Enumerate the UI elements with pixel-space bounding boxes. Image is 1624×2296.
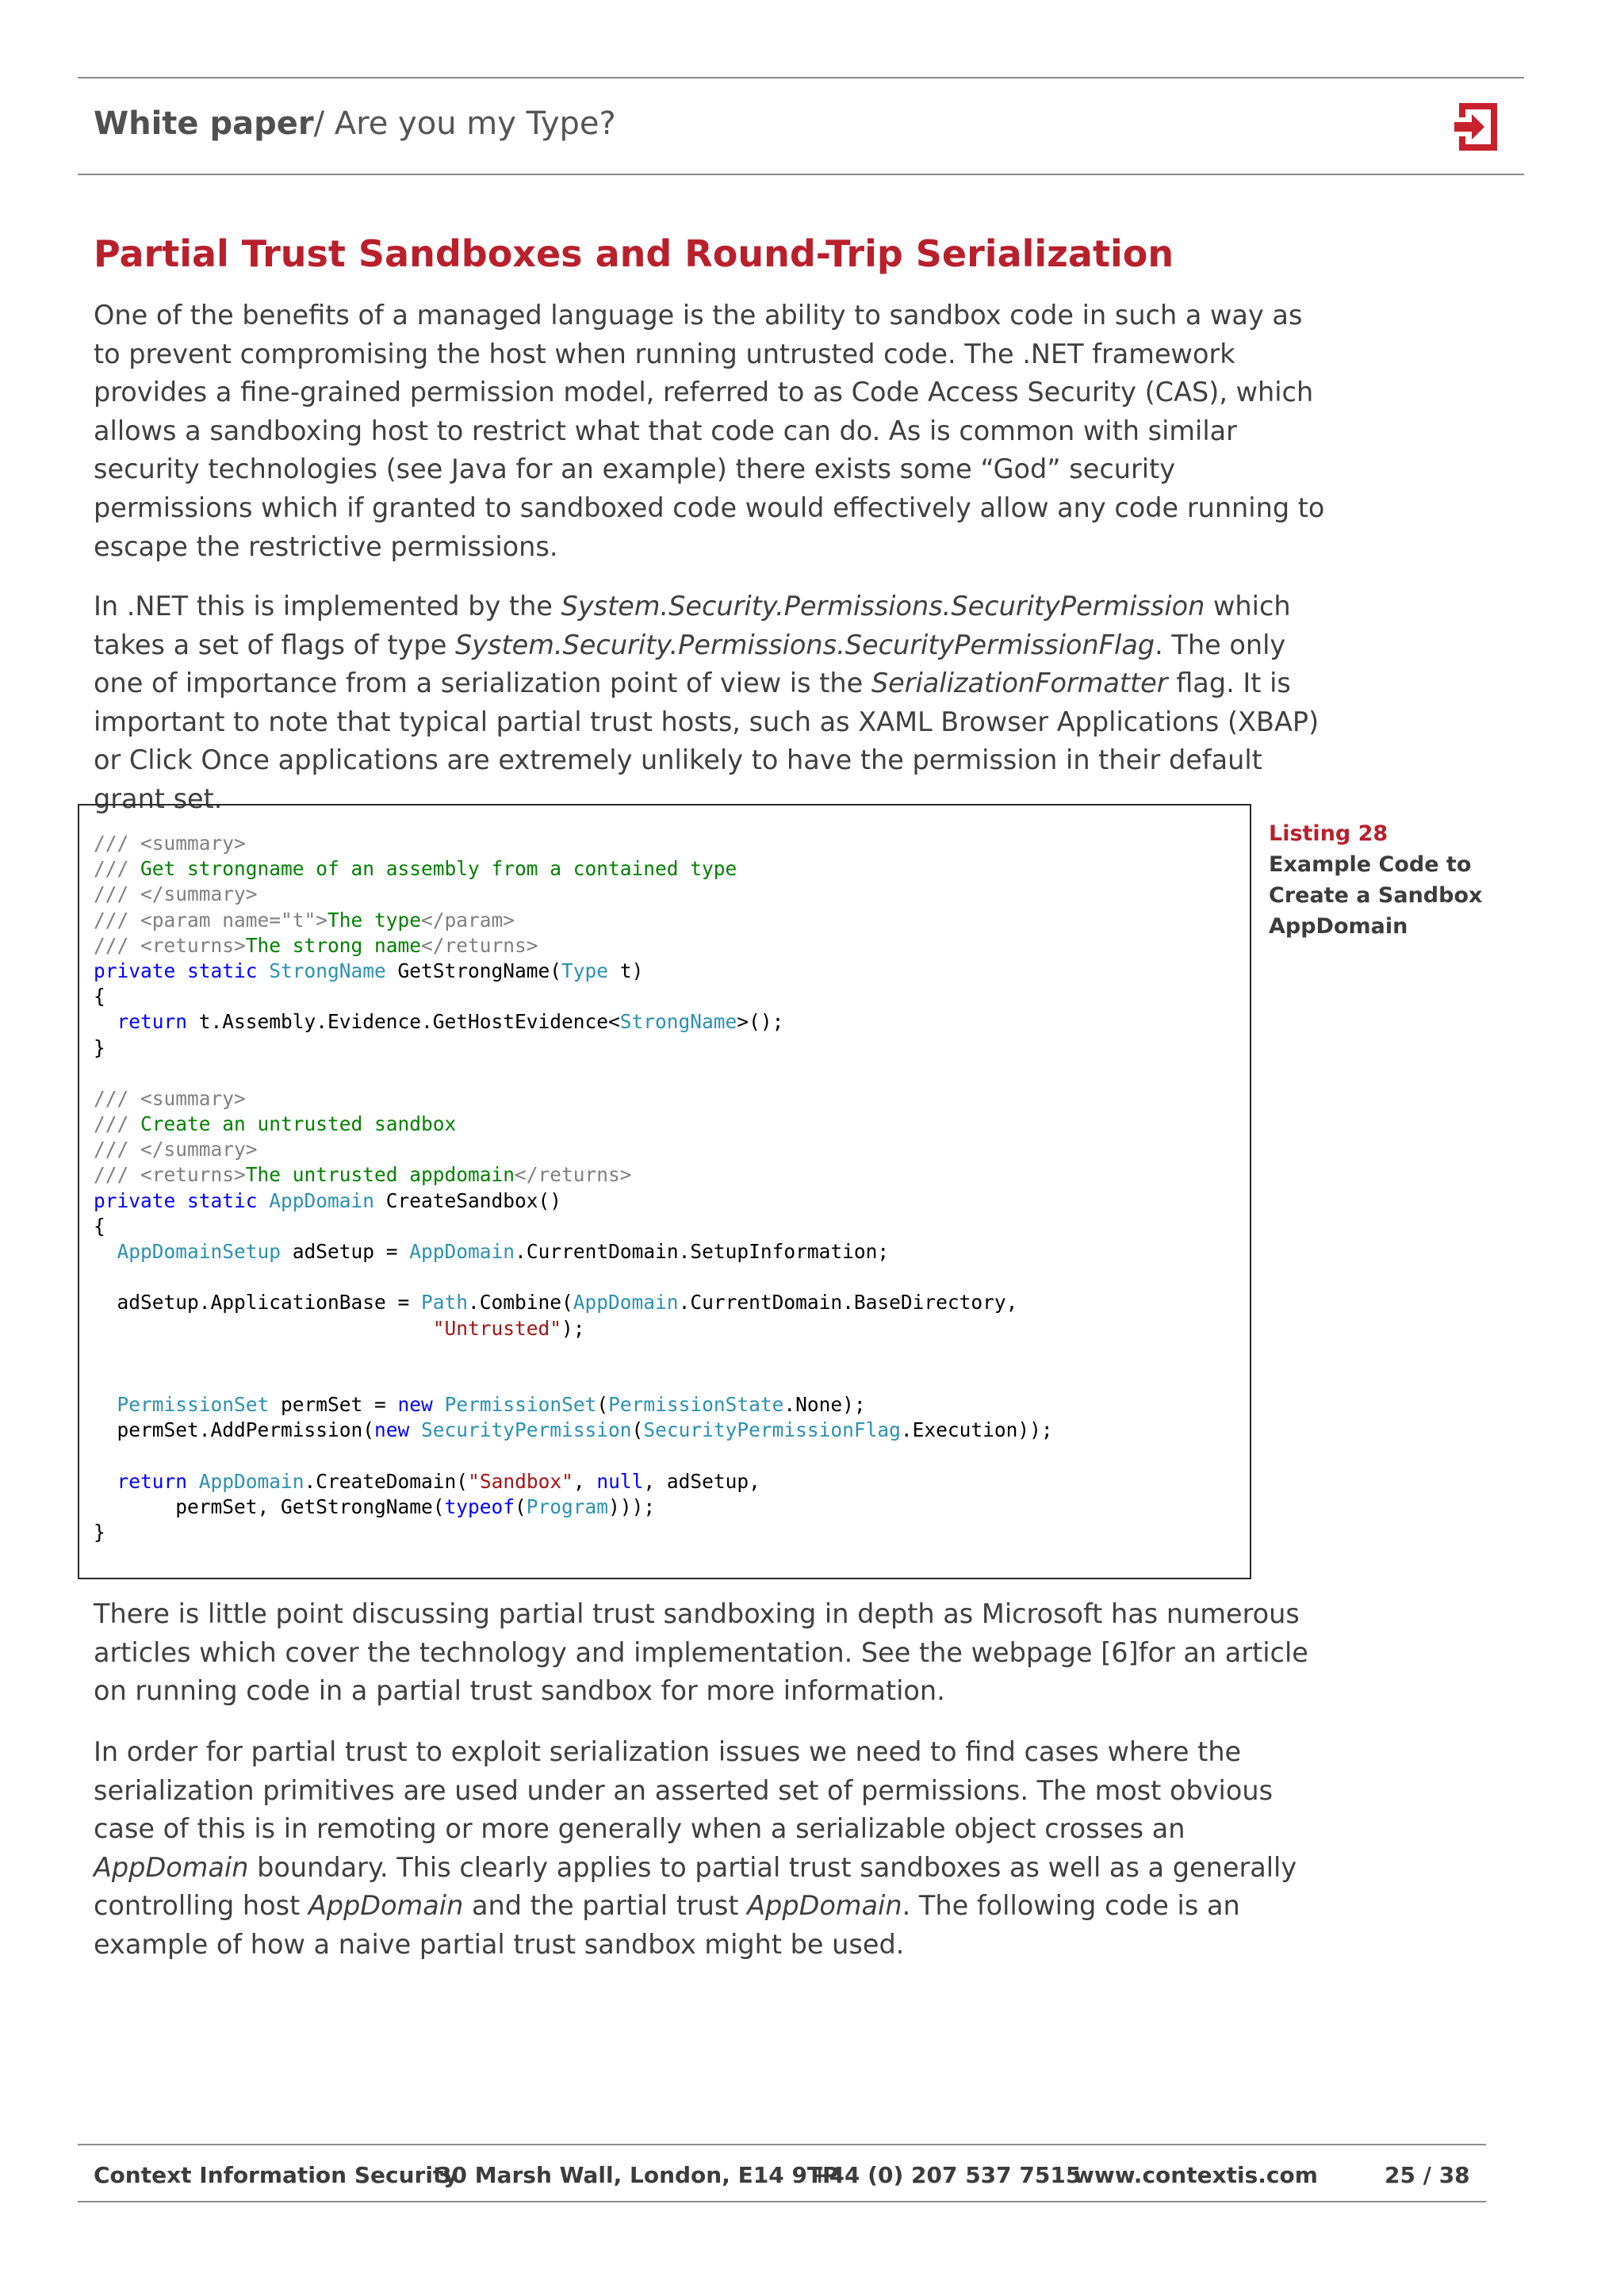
- code-token: AppDomain: [573, 1291, 679, 1314]
- code-token: The strong name: [245, 933, 422, 957]
- code-token: permSet.AddPermission(: [94, 1418, 375, 1442]
- term-appdomain: AppDomain: [308, 1890, 464, 1922]
- code-token: Type: [561, 959, 609, 982]
- code-line: [94, 908, 1053, 933]
- code-line: [94, 1035, 1053, 1061]
- code-token: return: [117, 1469, 199, 1493]
- code-token: private static: [94, 1188, 270, 1212]
- body-paragraph-1: One of the benefits of a managed language is the ability to sandbox code in such a way as to prevent compromising the host when running untrusted code. The .NET framework provides a fine-grained permission model, referred to as Code Access Security (CAS), which allows a sandboxing host to restrict what that code can do. As is common with similar security technologies (see Java for an example) there exists some “God” security permissions which if granted to sandboxed code would effectively allow any code running to escape the restrictive permissions.: [94, 300, 1325, 562]
- code-token: adSetup =: [281, 1240, 410, 1263]
- body-paragraph-2: [94, 587, 1331, 819]
- code-token: .Execution));: [900, 1418, 1053, 1442]
- code-token: .None);: [783, 1393, 866, 1417]
- code-token: PermissionSet: [444, 1393, 597, 1417]
- document-header-title: [94, 100, 616, 147]
- text-run: In order for partial trust to exploit serialization issues we need to find cases where the serialization primitives are used under an asserted set of permissions. The most obvious case of this is in remoting or more generally when a serializable object crosses an: [94, 1736, 1274, 1845]
- code-line: [94, 1162, 1053, 1188]
- code-token: /// <returns>: [94, 933, 246, 957]
- code-line: [94, 1341, 1053, 1367]
- body-paragraph-4: [94, 1733, 1331, 1965]
- page-footer: [94, 2158, 1470, 2193]
- text-run: flag. It is important to note that typical partial trust hosts, such as XAML Browser Applications (XBAP) or Click Once applications are extremely unlikely to have the permission in their default grant set.: [94, 668, 1320, 814]
- code-token: new: [374, 1418, 422, 1442]
- code-token: Path: [421, 1291, 469, 1314]
- text-run: boundary. This clearly applies to partial trust sandboxes as well as a generally controlling host: [94, 1851, 1297, 1922]
- code-listing: [94, 831, 1053, 1545]
- code-line: [94, 1469, 1053, 1494]
- code-token: permSet, GetStrongName(: [94, 1494, 445, 1518]
- code-token: private static: [94, 959, 270, 982]
- text-run: . The following code is an example of how a naive partial trust sandbox might be used.: [94, 1890, 1240, 1960]
- code-line: [94, 1494, 1053, 1520]
- code-line: [94, 1290, 1053, 1315]
- text-run: which takes a set of flags of type: [94, 591, 1291, 660]
- code-line: [94, 1444, 1053, 1469]
- code-line: [94, 1009, 1053, 1035]
- code-token: [94, 1240, 117, 1263]
- code-line: [94, 1392, 1053, 1418]
- footer-top-rule: [78, 2144, 1486, 2145]
- footer-page-number: 25 / 38: [1385, 2162, 1470, 2188]
- header-bottom-rule: [78, 174, 1524, 175]
- code-token: [94, 1317, 433, 1340]
- code-token: "Untrusted": [432, 1316, 562, 1340]
- text-run: . The only one of importance from a serialization point of view is the: [94, 629, 1286, 699]
- code-token: t.Assembly.Evidence.GetHostEvidence<: [187, 1010, 620, 1034]
- exit-arrow-icon: [1453, 100, 1503, 154]
- code-token: AppDomain: [409, 1240, 515, 1263]
- code-line: [94, 856, 1053, 882]
- header-top-rule: [78, 77, 1524, 78]
- code-line: [94, 1367, 1053, 1392]
- code-token: CreateSandbox(): [374, 1188, 562, 1212]
- code-token: StrongName: [619, 1010, 737, 1034]
- code-token: PermissionSet: [117, 1393, 270, 1417]
- code-token: AppDomain: [269, 1188, 375, 1212]
- code-line: [94, 1086, 1053, 1112]
- code-line: [94, 1188, 1053, 1214]
- code-token: /// <summary>: [94, 1086, 246, 1110]
- code-token: }: [94, 1035, 105, 1059]
- code-token: </returns>: [421, 933, 538, 957]
- class-name-security-permission: System.Security.Permissions.SecurityPermission: [561, 591, 1205, 622]
- header-doc-name: / Are you my Type?: [313, 105, 616, 142]
- code-token: AppDomain: [198, 1469, 304, 1493]
- text-run: and the partial trust: [463, 1890, 748, 1922]
- code-token: typeof: [444, 1494, 515, 1518]
- code-token: AppDomainSetup: [117, 1240, 282, 1263]
- code-token: ///: [94, 1112, 141, 1136]
- code-token: ,: [573, 1469, 597, 1493]
- code-token: new: [397, 1393, 445, 1417]
- term-appdomain: AppDomain: [747, 1890, 902, 1922]
- flag-name-serialization-formatter: SerializationFormatter: [871, 668, 1168, 699]
- code-line: [94, 1520, 1053, 1545]
- code-token: The type: [327, 908, 422, 932]
- code-token: </param>: [421, 908, 515, 932]
- footer-address: 30 Marsh Wall, London, E14 9TP: [436, 2162, 839, 2188]
- code-token: }: [94, 1521, 105, 1544]
- code-line: [94, 1418, 1053, 1443]
- code-token: .CreateDomain(: [304, 1469, 469, 1493]
- code-token: /// <summary>: [94, 832, 246, 855]
- code-token: ///: [94, 857, 141, 881]
- footer-website[interactable]: www.contextis.com: [1074, 2162, 1318, 2188]
- code-token: {: [94, 985, 105, 1008]
- code-line: [94, 1061, 1053, 1086]
- code-token: [94, 1393, 117, 1416]
- code-token: , adSetup,: [643, 1469, 760, 1493]
- code-token: The untrusted appdomain: [245, 1163, 515, 1187]
- code-line: [94, 1214, 1053, 1239]
- code-token: return: [117, 1010, 188, 1034]
- code-token: Create an untrusted sandbox: [140, 1112, 457, 1136]
- listing-caption: [1269, 818, 1491, 942]
- code-token: /// </summary>: [94, 882, 258, 906]
- code-token: Get strongname of an assembly from a contained type: [140, 857, 737, 881]
- code-line: [94, 959, 1053, 984]
- code-token: t): [608, 959, 644, 982]
- code-line: [94, 1112, 1053, 1137]
- text-run: In .NET this is implemented by the: [94, 591, 561, 622]
- footer-bottom-rule: [78, 2201, 1486, 2202]
- listing-number: Listing 28: [1269, 821, 1388, 846]
- header-doc-type: White paper: [94, 105, 314, 142]
- code-token: [94, 1470, 117, 1493]
- code-token: );: [561, 1316, 585, 1340]
- code-token: [94, 1010, 117, 1033]
- code-token: {: [94, 1214, 105, 1238]
- footer-phone: +44 (0) 207 537 7515: [810, 2162, 1082, 2188]
- code-line: [94, 831, 1053, 856]
- footer-company: Context Information Security: [94, 2162, 458, 2188]
- body-paragraph-3: There is little point discussing partial trust sandboxing in depth as Microsoft has numerous articles which cover the technology and implementation. See the webpage [6]for an article on running code in a partial trust sandbox for more information.: [94, 1598, 1308, 1707]
- class-name-security-permission-flag: System.Security.Permissions.SecurityPermissionFlag: [454, 629, 1155, 660]
- code-token: StrongName: [269, 959, 386, 982]
- code-line: [94, 1239, 1053, 1265]
- code-token: (: [596, 1393, 609, 1417]
- code-line: [94, 984, 1053, 1009]
- code-token: /// </summary>: [94, 1138, 258, 1161]
- code-token: null: [596, 1469, 644, 1493]
- code-token: Program: [526, 1494, 609, 1518]
- code-token: .CurrentDomain.SetupInformation;: [515, 1240, 890, 1263]
- code-line: [94, 1137, 1053, 1162]
- code-token: PermissionState: [608, 1393, 784, 1417]
- code-token: .CurrentDomain.BaseDirectory,: [678, 1291, 1018, 1314]
- code-token: >();: [737, 1010, 784, 1034]
- code-token: (: [631, 1418, 644, 1442]
- code-token: )));: [608, 1494, 656, 1518]
- term-appdomain: AppDomain: [94, 1851, 249, 1883]
- code-token: permSet =: [269, 1393, 398, 1417]
- code-token: SecurityPermission: [421, 1418, 632, 1442]
- code-token: "Sandbox": [468, 1469, 573, 1493]
- code-token: /// <returns>: [94, 1163, 246, 1187]
- code-line: [94, 933, 1053, 959]
- section-title: Partial Trust Sandboxes and Round-Trip Serialization: [94, 232, 1174, 275]
- code-line: [94, 1316, 1053, 1341]
- code-token: (: [515, 1494, 527, 1518]
- listing-description: Example Code to Create a Sandbox AppDomain: [1269, 852, 1483, 939]
- code-token: .Combine(: [468, 1291, 573, 1314]
- code-token: GetStrongName(: [385, 959, 562, 982]
- code-token: /// <param name="t">: [94, 908, 328, 932]
- code-token: adSetup.ApplicationBase =: [94, 1291, 422, 1314]
- code-line: [94, 882, 1053, 907]
- code-token: </returns>: [515, 1163, 632, 1187]
- code-line: [94, 1265, 1053, 1290]
- code-token: SecurityPermissionFlag: [643, 1418, 901, 1442]
